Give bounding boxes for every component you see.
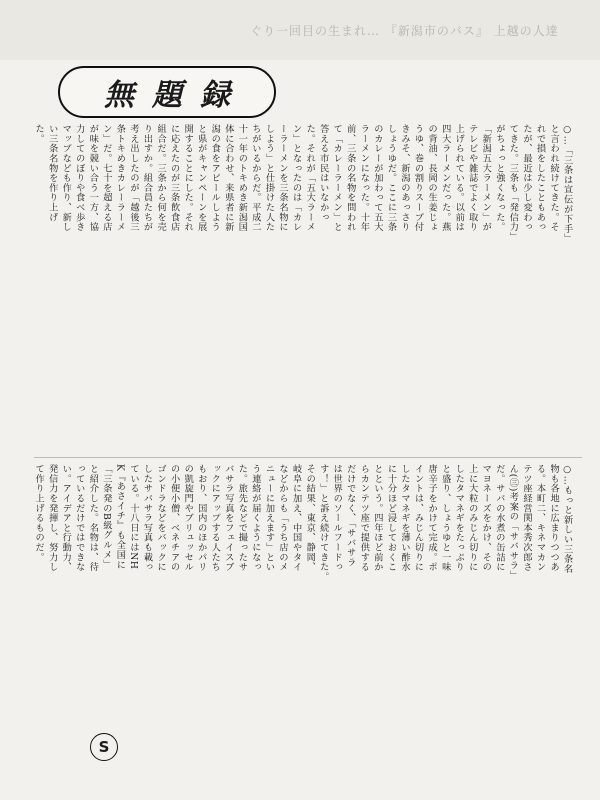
text-column: と言われ続けてきた。そ	[548, 124, 560, 232]
text-column: マヨネーズをかけ、その	[480, 464, 492, 572]
text-column: だけでなく、「サバサラ	[344, 464, 356, 568]
text-column: したサバサラ写真も載っ	[141, 464, 153, 572]
text-column: た。旅先などで撮ったサ	[236, 464, 248, 572]
text-column: 上に大粒のみじん切りに	[466, 464, 478, 572]
text-column: がちょっと強くなった。	[493, 124, 505, 232]
text-column: ーラーメンを三条名物に	[276, 124, 288, 232]
text-column: す！」と訴え続けてきた。	[317, 464, 329, 582]
column-title-box	[58, 66, 276, 118]
text-column: しょうゆだ。ここに三条	[385, 124, 397, 232]
text-column: したタマネギをたっぷり	[453, 464, 465, 572]
text-column: と盛り、しょうゆと一味	[439, 464, 451, 572]
text-column: ている。十八日にはNH	[127, 464, 139, 570]
text-column: 「三条発のB級グルメ」	[100, 464, 112, 570]
text-column: テレビや雑誌でよく取り	[466, 124, 478, 232]
text-column: ラーメンになった。十年	[358, 124, 370, 232]
text-column: らカンテツ座で提供する	[358, 464, 370, 572]
text-column: ん(㊂)考案の「サバサラ」	[507, 464, 519, 581]
text-column: て「カレーラーメン」と	[331, 124, 343, 232]
text-column: た。それが「五大ラーメ	[304, 124, 316, 232]
text-column: り出すか。組合員たちが	[141, 124, 153, 232]
text-column: の凱旋門やブリュッセル	[182, 464, 194, 572]
text-column: 開することにした。それ	[182, 124, 194, 232]
text-column: うゆ、巻の割りスープ付	[412, 124, 424, 232]
text-column: っているだけではできな	[73, 464, 85, 572]
text-column: が味を競い合う一方、協	[87, 124, 99, 232]
text-column: イントは、みじん切りに	[412, 464, 424, 572]
author-signature: S	[90, 733, 118, 761]
text-column: しよう」と仕掛けた人た	[263, 124, 275, 232]
text-column: れで損をしたこともあっ	[534, 124, 546, 232]
text-column: ックにアップする人たち	[209, 464, 221, 572]
previous-article-ghost-text: ぐり一回目の生まれ… 『新潟市のバス』 上越の人達	[250, 24, 559, 38]
text-column: などからも「うち店のメ	[276, 464, 288, 572]
text-column: のカレーが加わって五大	[371, 124, 383, 232]
text-column: したタマネギを薄い酢水	[398, 464, 410, 572]
text-column: ニューに加えます」とい	[263, 464, 275, 572]
text-column: 考え出したのが「越後三	[127, 124, 139, 232]
text-column: その結果、東京、静岡、	[304, 464, 316, 572]
text-column: たが、最近は少し変わっ	[520, 124, 532, 232]
text-column: もおり、国内のほかパリ	[195, 464, 207, 572]
text-column: K『あさイチ』も全国に	[114, 464, 126, 570]
text-column: の小便小僧、ベネチアの	[168, 464, 180, 572]
text-column: て作り上げるものだ。	[33, 464, 45, 562]
text-column: に十分ほど浸しておくこ	[385, 464, 397, 572]
column-title: 無題録	[104, 78, 248, 113]
text-column: 答える市民はいなかっ	[317, 124, 329, 222]
text-column: る。本町二、キネマカン	[534, 464, 546, 572]
text-column: バサラ写真をフェイスブ	[222, 464, 234, 572]
text-column: ン」だ。七十を超える店	[100, 124, 112, 232]
text-column: 発信力を発揮し、努力し	[46, 464, 58, 572]
text-column: マップなども作り、新し	[60, 124, 72, 232]
text-column: 四大ラーメンだった。燕	[439, 124, 451, 232]
text-column: 物も各地に広まりつつあ	[548, 464, 560, 572]
text-column: の背油、長岡の生姜じょ	[426, 124, 438, 232]
text-column: とという。四年ほど前か	[371, 464, 383, 572]
text-column: 力してのぼりや食べ歩き	[73, 124, 85, 232]
text-column: は世界のソールフードっ	[331, 464, 343, 572]
text-column: 十一年のトキめき新潟国	[236, 124, 248, 232]
text-column: だ。サバの水煮の缶詰に	[493, 464, 505, 572]
text-column: と県がキャンペーンを展	[195, 124, 207, 232]
text-column: 体に合わせ、来県者に新	[222, 124, 234, 232]
text-column: 上げられている。以前は	[453, 124, 465, 232]
text-column: きみそ、新潟のあっさり	[398, 124, 410, 232]
text-column: 前、三条の名物を問われ	[344, 124, 356, 232]
text-column: てきた。三条も「発信力」	[507, 124, 519, 242]
tier-divider	[34, 457, 582, 458]
text-column: 唐辛子をかけて完成。ポ	[426, 464, 438, 572]
text-column: ちがいるからだ。平成二	[249, 124, 261, 232]
text-column: と紹介した。名物は、待	[87, 464, 99, 572]
text-column: い。アイデアと行動力、	[60, 464, 72, 572]
text-column: ン」となったのは「カレ	[290, 124, 302, 232]
text-column: 組合だ。三条から何を売	[155, 124, 167, 232]
text-column: う連絡が届くようになっ	[249, 464, 261, 572]
article-body	[34, 124, 582, 786]
text-column: 条トキめきカレーラーメ	[114, 124, 126, 232]
text-column: ○…「三条は宣伝が下手」	[561, 124, 573, 244]
text-column: 岐阜に加え、中国やタイ	[290, 464, 302, 572]
text-column: た。	[33, 124, 45, 144]
text-column: い三条名物を作り上げ	[46, 124, 58, 222]
text-column: ゴンドラなどをバックに	[155, 464, 167, 572]
previous-article-strip	[0, 0, 600, 60]
text-column: テツ座経営関本秀次郎さ	[520, 464, 532, 572]
text-column: ○…もっと新しい三条名	[561, 464, 573, 574]
text-column: 潟の食をアピールしよう	[209, 124, 221, 232]
text-column: に応えたのが三条飲食店	[168, 124, 180, 232]
text-column: 「新潟五大ラーメン」が	[480, 124, 492, 232]
